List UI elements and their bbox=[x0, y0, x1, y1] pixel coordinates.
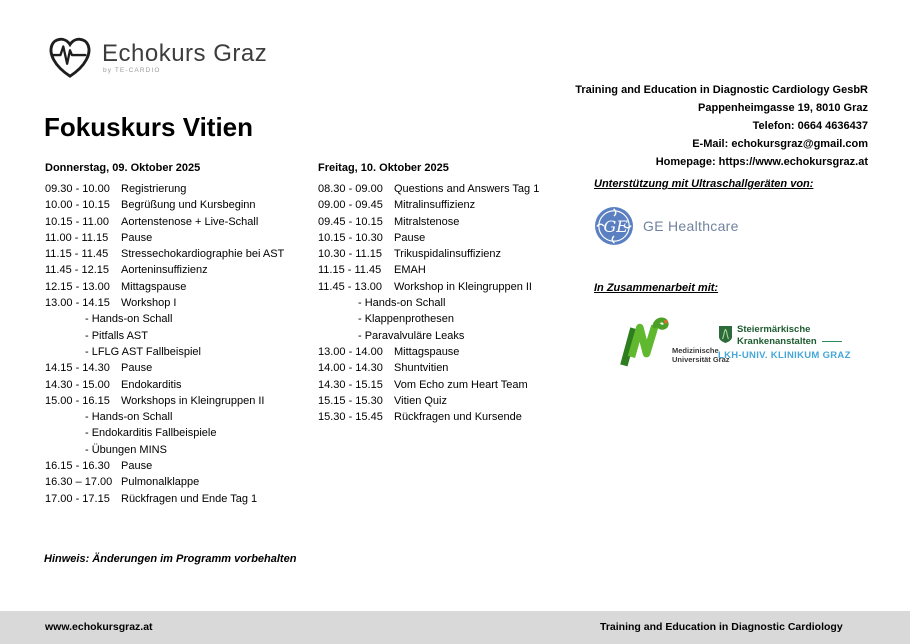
schedule-time: 14.00 - 14.30 bbox=[318, 362, 383, 375]
schedule-row bbox=[45, 377, 317, 393]
schedule-time: 08.30 - 09.00 bbox=[318, 183, 383, 195]
schedule-activity: Mittagspause bbox=[394, 345, 460, 358]
stka-name-line1: Steiermärkische bbox=[737, 324, 811, 335]
meduni-caption-line2: Universität Graz bbox=[672, 355, 730, 364]
schedule-subitem-row bbox=[45, 442, 317, 458]
ge-healthcare-logo bbox=[594, 206, 884, 246]
schedule-row bbox=[318, 344, 590, 360]
brand-name: Echokurs Graz bbox=[102, 39, 268, 67]
schedule-activity: Begrüßung und Kursbeginn bbox=[121, 199, 256, 212]
day2-header: Freitag, 10. Oktober 2025 bbox=[318, 162, 449, 174]
schedule-day1 bbox=[45, 160, 317, 507]
schedule-row bbox=[45, 246, 317, 262]
schedule-row bbox=[45, 262, 317, 278]
schedule-time: 09.00 - 09.45 bbox=[318, 199, 383, 212]
schedule-activity: Rückfragen und Ende Tag 1 bbox=[121, 492, 258, 505]
schedule-activity: Aortenstenose + Live-Schall bbox=[121, 215, 259, 228]
schedule-activity: Trikuspidalinsuffizienz bbox=[394, 248, 501, 261]
schedule-time: 12.15 - 13.00 bbox=[45, 280, 110, 293]
schedule-row bbox=[45, 491, 317, 507]
stka-logo bbox=[718, 312, 851, 361]
schedule-time: 09.45 - 10.15 bbox=[318, 215, 383, 228]
schedule-activity: Mitralinsuffizienz bbox=[394, 199, 476, 212]
schedule-time: 15.00 - 16.15 bbox=[45, 394, 110, 407]
contact-homepage[interactable]: Homepage: https://www.echokursgraz.at bbox=[655, 156, 868, 168]
schedule-subitem-row bbox=[45, 409, 317, 425]
schedule-row bbox=[318, 279, 590, 295]
schedule-time: 10.15 - 11.00 bbox=[45, 215, 110, 228]
contact-email[interactable]: E-Mail: echokursgraz@gmail.com bbox=[692, 138, 868, 150]
schedule-row bbox=[45, 393, 317, 409]
schedule-activity: Pause bbox=[394, 231, 426, 244]
stka-crest-icon bbox=[718, 325, 733, 344]
schedule-activity: Pulmonalklappe bbox=[121, 476, 200, 489]
schedule-activity: Endokarditis bbox=[121, 378, 182, 391]
schedule-subitem: - Hands-on Schall bbox=[85, 313, 173, 326]
schedule-row bbox=[45, 230, 317, 246]
schedule-activity: Pause bbox=[121, 362, 153, 375]
sponsor-column bbox=[594, 177, 884, 370]
schedule-subitem-row bbox=[45, 311, 317, 327]
schedule-activity: Aorteninsuffizienz bbox=[121, 264, 208, 277]
schedule-row bbox=[318, 409, 590, 425]
schedule-time: 11.45 - 13.00 bbox=[318, 280, 383, 293]
schedule-row bbox=[318, 262, 590, 278]
schedule-subitem-row bbox=[318, 295, 590, 311]
schedule-subitem-row bbox=[45, 328, 317, 344]
schedule-time: 11.45 - 12.15 bbox=[45, 264, 110, 277]
day2-rows bbox=[318, 181, 590, 425]
schedule-activity: EMAH bbox=[394, 264, 426, 277]
svg-text:GE: GE bbox=[603, 217, 628, 236]
schedule-subitem: - Paravalvuläre Leaks bbox=[358, 329, 465, 342]
meduni-graz-logo bbox=[618, 312, 730, 370]
contact-block bbox=[575, 81, 868, 171]
stka-decoration-line bbox=[822, 341, 842, 342]
schedule-time: 15.30 - 15.45 bbox=[318, 411, 383, 424]
page-title: Fokuskurs Vitien bbox=[44, 112, 254, 142]
schedule-activity: Shuntvitien bbox=[394, 362, 449, 375]
brand-logo bbox=[46, 34, 267, 80]
schedule-row bbox=[45, 197, 317, 213]
schedule-time: 13.00 - 14.00 bbox=[318, 345, 383, 358]
schedule-activity: Questions and Answers Tag 1 bbox=[394, 183, 540, 195]
partner-logos bbox=[594, 312, 884, 370]
schedule-time: 14.30 - 15.00 bbox=[45, 378, 110, 391]
schedule-row bbox=[45, 279, 317, 295]
contact-address: Pappenheimgasse 19, 8010 Graz bbox=[698, 102, 868, 114]
schedule-row bbox=[45, 295, 317, 311]
schedule-activity: Mittagspause bbox=[121, 280, 187, 293]
lkh-klinikum-label: LKH-UNIV. KLINIKUM GRAZ bbox=[718, 350, 851, 361]
schedule-subitem: - LFLG AST Fallbeispiel bbox=[85, 345, 201, 358]
schedule-subitem: - Hands-on Schall bbox=[358, 297, 446, 310]
ge-monogram-icon bbox=[594, 206, 634, 246]
schedule-row bbox=[45, 360, 317, 376]
schedule-day2 bbox=[318, 160, 590, 425]
meduni-m-icon bbox=[618, 312, 670, 370]
schedule-row bbox=[318, 197, 590, 213]
schedule-row bbox=[45, 181, 317, 197]
meduni-caption-line1: Medizinische bbox=[672, 346, 719, 355]
contact-org: Training and Education in Diagnostic Cardiology GesbR bbox=[575, 84, 868, 96]
schedule-subitem-row bbox=[45, 425, 317, 441]
schedule-subitem-row bbox=[318, 328, 590, 344]
ge-healthcare-label: GE Healthcare bbox=[643, 218, 739, 234]
schedule-row bbox=[318, 230, 590, 246]
schedule-time: 10.00 - 10.15 bbox=[45, 199, 110, 212]
program-hint: Hinweis: Änderungen im Programm vorbehalten bbox=[44, 553, 297, 565]
day1-header: Donnerstag, 09. Oktober 2025 bbox=[45, 162, 201, 174]
schedule-time: 15.15 - 15.30 bbox=[318, 394, 383, 407]
brand-byline: by TE-CARDIO bbox=[103, 66, 161, 74]
footer-bar bbox=[0, 611, 910, 644]
schedule-subitem: - Klappenprothesen bbox=[358, 313, 455, 326]
schedule-time: 16.30 – 17.00 bbox=[45, 476, 113, 489]
schedule-row bbox=[318, 214, 590, 230]
schedule-activity: Pause bbox=[121, 231, 153, 244]
schedule-row bbox=[318, 393, 590, 409]
contact-phone: Telefon: 0664 4636437 bbox=[752, 120, 868, 132]
schedule-subitem: - Übungen MINS bbox=[85, 443, 167, 456]
schedule-subitem: - Pitfalls AST bbox=[85, 329, 148, 342]
schedule-row bbox=[45, 474, 317, 490]
schedule-time: 11.15 - 11.45 bbox=[318, 264, 382, 277]
schedule-row bbox=[45, 458, 317, 474]
brand-text bbox=[102, 41, 267, 74]
schedule-subitem-row bbox=[318, 311, 590, 327]
schedule-row bbox=[318, 377, 590, 393]
schedule-activity: Vom Echo zum Heart Team bbox=[394, 378, 528, 391]
day1-rows bbox=[45, 181, 317, 507]
heart-ecg-icon bbox=[46, 34, 94, 80]
stka-name-line2: Krankenanstalten bbox=[737, 336, 842, 348]
schedule-activity: Workshop in Kleingruppen II bbox=[394, 280, 532, 293]
schedule-time: 14.30 - 15.15 bbox=[318, 378, 383, 391]
schedule-activity: Mitralstenose bbox=[394, 215, 460, 228]
schedule-activity: Registrierung bbox=[121, 183, 187, 195]
schedule-row bbox=[45, 214, 317, 230]
schedule-subitem: - Hands-on Schall bbox=[85, 411, 173, 424]
schedule-time: 10.15 - 10.30 bbox=[318, 231, 383, 244]
schedule-time: 14.15 - 14.30 bbox=[45, 362, 110, 375]
schedule-subitem-row bbox=[45, 344, 317, 360]
schedule-row bbox=[318, 181, 590, 197]
schedule-activity: Pause bbox=[121, 460, 153, 473]
schedule-time: 11.00 - 11.15 bbox=[45, 231, 109, 244]
footer-org-name: Training and Education in Diagnostic Cardiology bbox=[600, 621, 843, 633]
schedule-time: 17.00 - 17.15 bbox=[45, 492, 110, 505]
schedule-time: 10.30 - 11.15 bbox=[318, 248, 383, 261]
schedule-time: 16.15 - 16.30 bbox=[45, 460, 110, 473]
ultrasound-support-heading: Unterstützung mit Ultraschallgeräten von: bbox=[594, 178, 814, 190]
schedule-time: 09.30 - 10.00 bbox=[45, 183, 110, 195]
schedule-time: 13.00 - 14.15 bbox=[45, 297, 110, 310]
schedule-activity: Workshops in Kleingruppen II bbox=[121, 394, 265, 407]
schedule-activity: Workshop I bbox=[121, 297, 177, 310]
schedule-activity: Stressechokardiographie bei AST bbox=[121, 248, 285, 261]
schedule-time: 11.15 - 11.45 bbox=[45, 248, 109, 261]
cooperation-heading: In Zusammenarbeit mit: bbox=[594, 282, 719, 294]
schedule-row bbox=[318, 360, 590, 376]
schedule-subitem: - Endokarditis Fallbeispiele bbox=[85, 427, 217, 440]
schedule-row bbox=[318, 246, 590, 262]
schedule-activity: Vitien Quiz bbox=[394, 394, 447, 407]
footer-website[interactable]: www.echokursgraz.at bbox=[45, 621, 153, 633]
schedule-activity: Rückfragen und Kursende bbox=[394, 411, 522, 424]
